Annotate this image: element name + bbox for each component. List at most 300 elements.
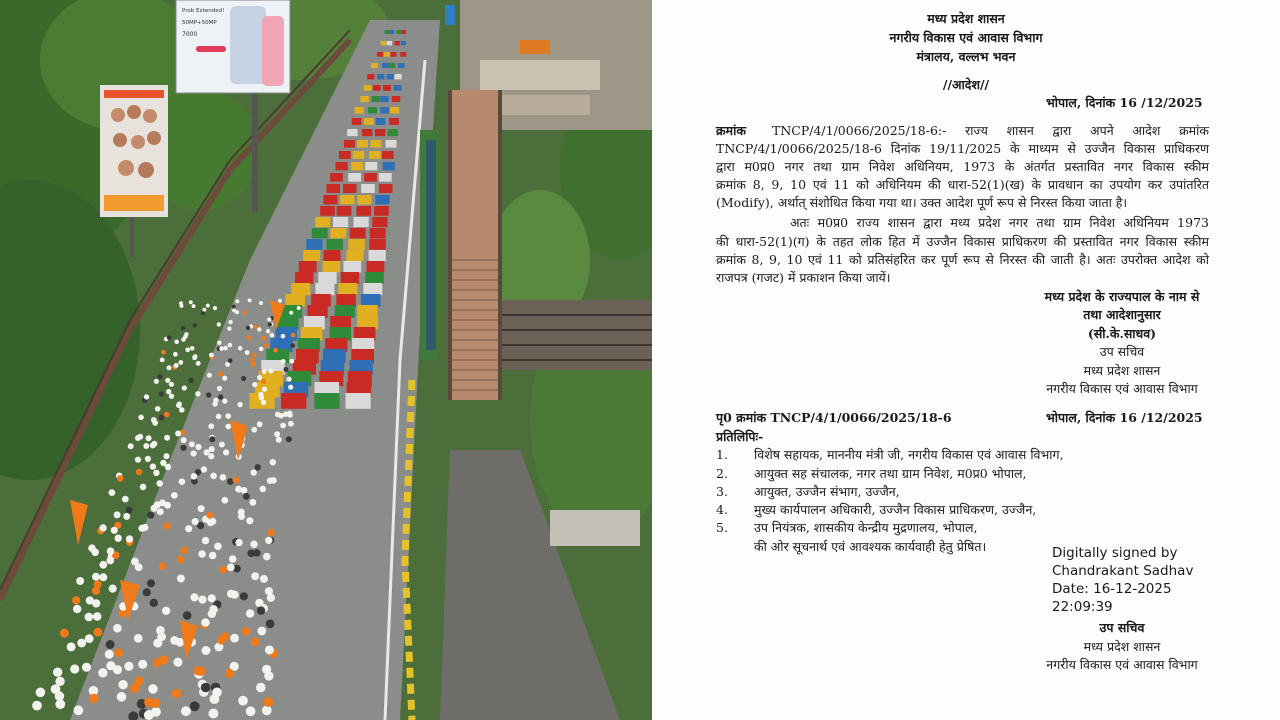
person	[165, 378, 170, 383]
person	[243, 310, 247, 314]
person	[255, 464, 261, 470]
copy-item-number: 3.	[716, 484, 728, 499]
tractor	[343, 261, 361, 273]
tractor	[389, 118, 399, 125]
person	[210, 473, 217, 480]
tractor	[291, 283, 310, 295]
person	[181, 547, 189, 555]
person	[55, 699, 65, 709]
person	[217, 341, 222, 346]
tractor	[335, 305, 355, 318]
person	[177, 556, 185, 564]
person	[284, 367, 289, 372]
person	[91, 549, 99, 557]
person	[135, 563, 143, 571]
person	[290, 343, 295, 348]
person	[268, 322, 272, 326]
person	[115, 535, 122, 542]
person	[195, 444, 201, 450]
tractor	[303, 250, 320, 261]
person	[179, 407, 185, 413]
person	[208, 709, 218, 719]
person	[286, 436, 292, 442]
person	[256, 683, 266, 693]
person	[217, 322, 221, 326]
person	[225, 669, 234, 678]
person	[229, 555, 237, 563]
person	[117, 475, 124, 482]
person	[262, 369, 267, 374]
person	[150, 463, 156, 469]
person	[184, 332, 188, 336]
tractor	[327, 184, 341, 193]
person	[150, 599, 158, 607]
tractor	[361, 294, 381, 307]
person	[251, 469, 257, 475]
person	[189, 300, 193, 304]
person	[252, 382, 257, 387]
tractor	[356, 206, 371, 216]
tractor	[382, 63, 389, 68]
person	[113, 624, 122, 633]
person	[237, 402, 242, 407]
person	[136, 469, 142, 475]
tractor	[364, 118, 374, 125]
person	[252, 353, 257, 358]
person	[232, 305, 236, 309]
person	[160, 460, 166, 466]
tractor	[322, 261, 340, 273]
person	[159, 562, 167, 570]
person	[159, 415, 165, 421]
digital-signature-line1: Digitally signed by	[1052, 545, 1178, 561]
tractor	[339, 151, 351, 159]
person	[151, 698, 161, 708]
person	[207, 519, 214, 526]
tractor	[373, 85, 381, 91]
person	[246, 517, 253, 524]
person	[153, 470, 159, 476]
person	[281, 334, 286, 339]
tractor	[383, 162, 395, 170]
person	[222, 376, 227, 381]
person	[232, 308, 236, 312]
signature1-office2: नगरीय विकास एवं आवास विभाग	[1046, 381, 1198, 396]
person	[185, 347, 190, 352]
person	[154, 501, 161, 508]
person	[180, 304, 184, 308]
person	[217, 386, 222, 391]
person	[111, 527, 118, 534]
person	[92, 573, 100, 581]
tractor	[363, 283, 382, 295]
person	[207, 373, 212, 378]
order-title: //आदेश//	[942, 77, 990, 92]
person	[144, 394, 149, 399]
tractor	[306, 239, 323, 250]
person	[179, 478, 186, 485]
person	[196, 667, 205, 676]
tractor	[351, 162, 363, 170]
tractor	[360, 96, 369, 102]
person	[246, 335, 251, 340]
tractor	[369, 151, 381, 159]
tractor	[326, 239, 343, 250]
person	[262, 387, 267, 392]
person	[225, 424, 231, 430]
para1-line: (Modify), अर्थात् संशोधित किया गया था। उक्त आदेश पूर्ण रूप से निरस्त किया जाता है।	[716, 195, 1128, 210]
tractor	[387, 74, 394, 79]
person	[70, 664, 79, 673]
tractor	[372, 217, 387, 227]
person	[144, 710, 154, 720]
signature1-name: (सी.के.साधव)	[1087, 326, 1157, 341]
tractor	[330, 173, 343, 182]
person	[212, 688, 222, 698]
person	[235, 539, 242, 546]
person	[53, 668, 62, 677]
person	[164, 435, 170, 441]
person	[167, 365, 172, 370]
person	[92, 599, 100, 607]
person	[100, 524, 107, 531]
person	[175, 431, 181, 437]
person	[176, 403, 182, 409]
railway-tracks	[500, 300, 652, 370]
person	[243, 493, 250, 500]
person	[74, 705, 84, 715]
copy-item-number: 5.	[716, 520, 728, 535]
tractor	[369, 250, 386, 261]
person	[85, 634, 94, 643]
para1-line: TNCP/4/1/0066/2025/18-6 दिनांक 19/11/2025 के माध्यम से उज्जैन विकास प्राधिकरण	[716, 141, 1209, 156]
tractor	[389, 30, 394, 34]
person	[241, 376, 246, 381]
person	[257, 627, 266, 636]
tractor	[318, 272, 336, 284]
person	[204, 449, 210, 455]
person	[251, 638, 260, 647]
person	[209, 605, 217, 613]
tractor	[357, 140, 368, 148]
tractor	[343, 184, 357, 193]
person	[183, 611, 192, 620]
person	[246, 326, 250, 330]
person	[60, 629, 69, 638]
tractor	[312, 228, 328, 238]
person	[251, 572, 259, 580]
person	[77, 639, 86, 648]
person	[105, 650, 114, 659]
person	[169, 394, 174, 399]
person	[202, 537, 209, 544]
tractor	[307, 305, 327, 318]
person	[94, 628, 103, 637]
person	[148, 684, 158, 694]
person	[173, 352, 178, 357]
tractor	[382, 151, 394, 159]
person	[270, 333, 275, 338]
person	[99, 573, 107, 581]
person	[155, 406, 161, 412]
person	[122, 496, 129, 503]
person	[161, 350, 166, 355]
person	[170, 636, 179, 645]
person	[158, 374, 163, 379]
person	[201, 466, 207, 472]
copy-item-text: उप नियंत्रक, शासकीय केन्द्रीय मुद्रणालय, भोपाल,	[754, 520, 978, 535]
tractor	[391, 52, 397, 57]
tractor	[376, 118, 386, 125]
digital-signature-line3: Date: 16-12-2025	[1052, 581, 1172, 597]
header-line-3: मंत्रालय, वल्लभ भवन	[916, 49, 1016, 64]
person	[117, 692, 127, 702]
person	[193, 323, 197, 327]
tractor	[357, 195, 371, 204]
person	[114, 648, 123, 657]
tractor	[375, 129, 385, 136]
tractor	[314, 393, 339, 409]
person	[250, 541, 257, 548]
person	[138, 660, 147, 669]
person	[257, 606, 265, 614]
tractor	[348, 173, 361, 182]
para2-line: की धारा-52(1)(ग) के तहत लोक हित में उज्जैन विकास प्राधिकरण की प्रस्तावित नगर विकास स्कीम	[716, 234, 1209, 249]
person	[228, 358, 233, 363]
tractor	[379, 184, 393, 193]
person	[270, 477, 277, 484]
person	[238, 513, 245, 520]
person	[36, 688, 46, 698]
person	[141, 524, 148, 531]
signature1-designation: उप सचिव	[1099, 344, 1145, 359]
person	[235, 486, 242, 493]
tractor	[375, 195, 389, 204]
person	[198, 505, 205, 512]
person	[222, 398, 227, 403]
person	[173, 658, 182, 667]
tractor	[387, 41, 392, 45]
person	[280, 423, 286, 429]
person	[276, 437, 282, 443]
tractor	[384, 52, 390, 57]
signature2-designation: उप सचिव	[1099, 620, 1145, 635]
person	[213, 398, 218, 403]
person	[156, 626, 165, 635]
person	[124, 662, 133, 671]
person	[235, 299, 239, 303]
tractor	[347, 129, 357, 136]
person	[209, 446, 215, 452]
person	[289, 311, 293, 315]
person	[181, 437, 187, 443]
tractor	[281, 393, 306, 409]
person	[221, 497, 228, 504]
tractor	[357, 305, 377, 318]
person	[275, 412, 281, 418]
person	[123, 513, 130, 520]
person	[76, 577, 84, 585]
tractor	[364, 85, 372, 91]
person	[206, 304, 210, 308]
person	[214, 543, 222, 551]
person	[213, 306, 217, 310]
tractor	[285, 294, 305, 307]
person	[106, 640, 115, 649]
tractor	[380, 96, 389, 102]
billboard-price: 7000	[182, 31, 198, 38]
person	[288, 385, 293, 390]
person	[257, 375, 262, 380]
person	[126, 535, 133, 542]
person	[134, 676, 143, 685]
tractor	[361, 184, 375, 193]
person	[265, 587, 273, 595]
person	[262, 706, 272, 716]
person	[242, 627, 251, 636]
person	[106, 661, 115, 670]
person	[89, 694, 99, 704]
person	[147, 512, 154, 519]
person	[72, 596, 80, 604]
tractor	[380, 107, 389, 114]
tractor	[383, 85, 391, 91]
tractor	[320, 206, 335, 216]
person	[167, 335, 172, 340]
person	[192, 304, 196, 308]
person	[257, 327, 261, 331]
person	[128, 443, 134, 449]
person	[98, 668, 107, 677]
tractor	[400, 52, 406, 57]
header-line-2: नगरीय विकास एवं आवास विभाग	[889, 30, 1043, 45]
person	[288, 421, 294, 427]
tractor	[323, 250, 340, 261]
person	[261, 336, 266, 341]
para2-line: क्रमांक 8, 9, 10 एवं 11 को प्रतिसंहरित कर पूर्ण रूप से निरस्त की जाती है। अतः उपरोक्त आदेश को	[716, 252, 1209, 267]
endorsement-date: भोपाल, दिनांक 16 /12/2025	[1046, 410, 1203, 425]
person	[209, 436, 215, 442]
person	[107, 547, 115, 555]
tractor	[353, 217, 368, 227]
digital-signature-line2: Chandrakant Sadhav	[1052, 563, 1194, 579]
person	[238, 696, 248, 706]
copy-item-number: 2.	[716, 466, 728, 481]
person	[172, 689, 182, 699]
person	[254, 325, 258, 329]
person	[140, 484, 147, 491]
person	[267, 317, 271, 321]
person	[157, 508, 164, 515]
person	[264, 343, 269, 348]
footbridge-stairs	[448, 90, 502, 400]
tractor	[344, 140, 355, 148]
person	[246, 609, 254, 617]
person	[164, 412, 170, 418]
tractor	[368, 107, 377, 114]
person	[297, 306, 301, 310]
person	[206, 512, 213, 519]
billboard-promo: Prob Extended!	[182, 8, 225, 14]
tractor	[401, 30, 406, 34]
tractor	[341, 272, 359, 284]
tractor	[323, 195, 337, 204]
person	[216, 414, 222, 420]
person	[240, 592, 248, 600]
person	[163, 522, 170, 529]
person	[159, 391, 164, 396]
para1-line: क्रमांक 8, 9, 10 एवं 11 को अधिनियम की धारा-52(1)(ख) के प्रावधान का उपयोग कर उपांतरित	[716, 177, 1209, 192]
person	[181, 706, 191, 716]
government-order	[652, 0, 1280, 720]
tractor	[315, 217, 330, 227]
tractor	[371, 63, 378, 68]
person	[289, 359, 294, 364]
tractor	[365, 272, 383, 284]
person	[281, 359, 286, 364]
person	[209, 552, 217, 560]
person	[250, 499, 257, 506]
person	[218, 372, 223, 377]
person	[251, 427, 257, 433]
tractor	[390, 107, 399, 114]
person	[134, 634, 143, 643]
person	[51, 684, 61, 694]
person	[191, 450, 197, 456]
person	[264, 697, 274, 707]
header-line-1: मध्य प्रदेश शासन	[927, 11, 1005, 26]
signature1-office1: मध्य प्रदेश शासन	[1083, 363, 1161, 378]
tractor	[336, 162, 348, 170]
copy-item-text: मुख्य कार्यपालन अधिकारी, उज्जैन विकास प्राधिकरण, उज्जैन,	[754, 502, 1037, 517]
person	[225, 413, 231, 419]
person	[265, 645, 274, 654]
person	[219, 566, 227, 574]
tractor	[379, 173, 392, 182]
signature1-line2: तथा आदेशानुसार	[1083, 307, 1161, 322]
person	[253, 549, 261, 557]
tractor	[370, 228, 386, 238]
person	[223, 346, 228, 351]
tractor	[398, 63, 405, 68]
tractor	[352, 118, 362, 125]
tractor	[367, 261, 385, 273]
copy-label: प्रतिलिपिः-	[716, 429, 764, 444]
copy-closing: की ओर सूचनार्थ एवं आवश्यक कार्यवाही हेतु प्रेषित।	[754, 539, 987, 554]
person	[246, 706, 256, 716]
tractor	[350, 228, 366, 238]
person	[156, 480, 163, 487]
para2-line: अतः म0प्र0 राज्य शासन द्वारा मध्य प्रदेश नगर तथा ग्राम निवेश अधिनियम 1973	[790, 215, 1209, 230]
person	[274, 431, 280, 437]
person	[151, 417, 157, 423]
person	[195, 391, 200, 396]
tractor	[369, 239, 386, 250]
person	[99, 561, 107, 569]
person	[192, 518, 199, 525]
person	[190, 701, 200, 711]
person	[209, 353, 214, 358]
tractor	[362, 129, 372, 136]
tractor	[394, 85, 402, 91]
tractor	[389, 63, 396, 68]
person	[259, 395, 264, 400]
person	[114, 511, 121, 518]
person	[245, 350, 250, 355]
person	[85, 613, 94, 622]
person	[219, 442, 225, 448]
person	[193, 354, 198, 359]
